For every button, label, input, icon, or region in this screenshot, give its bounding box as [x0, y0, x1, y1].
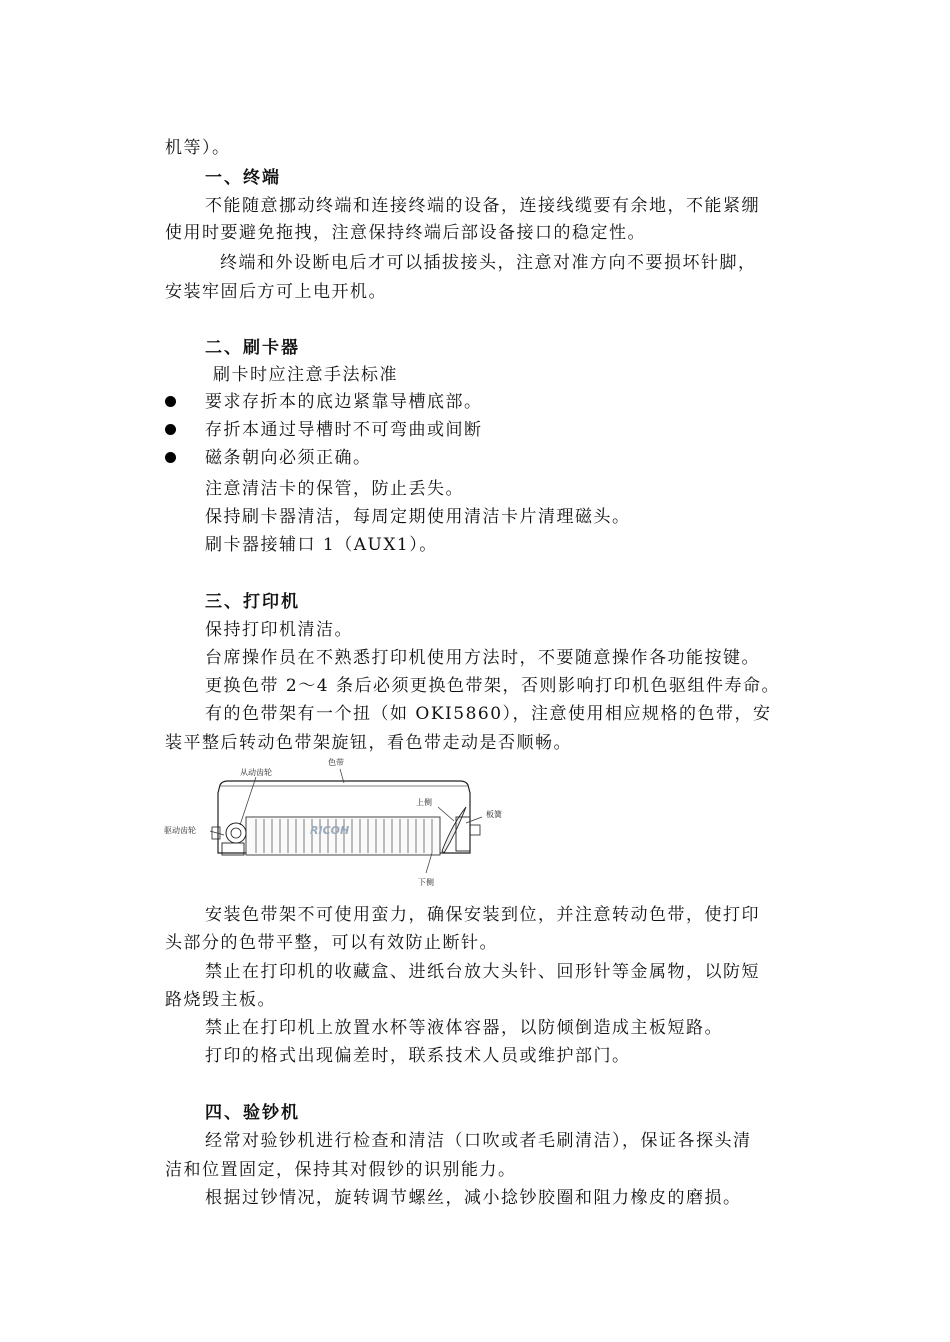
- paragraph-line: 打印的格式出现偏差时，联系技术人员或维护部门。: [205, 1046, 631, 1066]
- ribbon-cartridge-diagram: [160, 755, 520, 895]
- label-ribbon: 色带: [328, 758, 344, 767]
- paragraph-line: 根据过钞情况，旋转调节螺丝，减小捻钞胶圈和阻力橡皮的磨损。: [205, 1188, 742, 1208]
- paragraph-line: 终端和外设断电后才可以插拔接头，注意对准方向不要损坏针脚，: [220, 253, 757, 273]
- bullet-dot: [165, 452, 176, 463]
- paragraph-line: 头部分的色带平整，可以有效防止断针。: [165, 933, 498, 953]
- paragraph-line: 更换色带 2～4 条后必须更换色带架，否则影响打印机色驱组件寿命。: [205, 676, 780, 696]
- label-lower-side: 下侧: [418, 878, 434, 887]
- label-drive-gear: 驱动齿轮: [164, 826, 196, 835]
- label-upper-side: 上侧: [416, 798, 432, 807]
- label-driven-gear: 从动齿轮: [240, 768, 272, 777]
- paragraph-line: 安装色带架不可使用蛮力，确保安装到位，并注意转动色带，使打印: [205, 905, 760, 925]
- paragraph-line: 不能随意挪动终端和连接终端的设备，连接线缆要有余地，不能紧绷: [205, 196, 760, 216]
- paragraph-line: 台席操作员在不熟悉打印机使用方法时，不要随意操作各功能按键。: [205, 648, 760, 668]
- paragraph-line: 经常对验钞机进行检查和清洁（口吹或者毛刷清洁），保证各探头清: [205, 1131, 752, 1151]
- paragraph-line: 刷卡器接辅口 1（AUX1）。: [205, 535, 438, 555]
- paragraph-line: 洁和位置固定，保持其对假钞的识别能力。: [165, 1160, 517, 1180]
- intro-line: 机等）。: [165, 138, 231, 158]
- paragraph-line: 保持刷卡器清洁，每周定期使用清洁卡片清理磁头。: [205, 507, 631, 527]
- paragraph-line: 禁止在打印机上放置水杯等液体容器，以防倾倒造成主板短路。: [205, 1018, 723, 1038]
- paragraph-line: 路烧毁主板。: [165, 990, 276, 1010]
- section-title-card-reader: 二、刷卡器: [205, 338, 300, 358]
- driven-gear: [226, 823, 246, 843]
- paragraph-line: 安装牢固后方可上电开机。: [165, 282, 387, 302]
- paragraph-line: 保持打印机清洁。: [205, 620, 353, 640]
- paragraph-line: 使用时要避免拖拽，注意保持终端后部设备接口的稳定性。: [165, 223, 646, 243]
- label-leaf-spring: 板簧: [486, 810, 502, 819]
- section-title-counterfeit-detector: 四、验钞机: [205, 1103, 300, 1123]
- paragraph-line: 禁止在打印机的收藏盒、进纸台放大头针、回形针等金属物，以防短: [205, 962, 760, 982]
- bullet-item: 要求存折本的底边紧靠导槽底部。: [205, 392, 483, 412]
- bullet-item: 存折本通过导槽时不可弯曲或间断: [205, 420, 483, 440]
- bullet-dot: [165, 424, 176, 435]
- paragraph-line: 注意清洁卡的保管，防止丢失。: [205, 479, 464, 499]
- watermark-text: RICOH: [310, 824, 350, 837]
- paragraph-line: 装平整后转动色带架旋钮，看色带走动是否顺畅。: [165, 733, 572, 753]
- bullet-dot: [165, 396, 176, 407]
- section-title-printer: 三、打印机: [205, 592, 300, 612]
- bullet-item: 磁条朝向必须正确。: [205, 448, 372, 468]
- paragraph-line: 刷卡时应注意手法标准: [213, 365, 398, 385]
- paragraph-line: 有的色带架有一个扭（如 OKI5860），注意使用相应规格的色带，安: [205, 704, 772, 724]
- section-title-terminal: 一、终端: [205, 168, 281, 188]
